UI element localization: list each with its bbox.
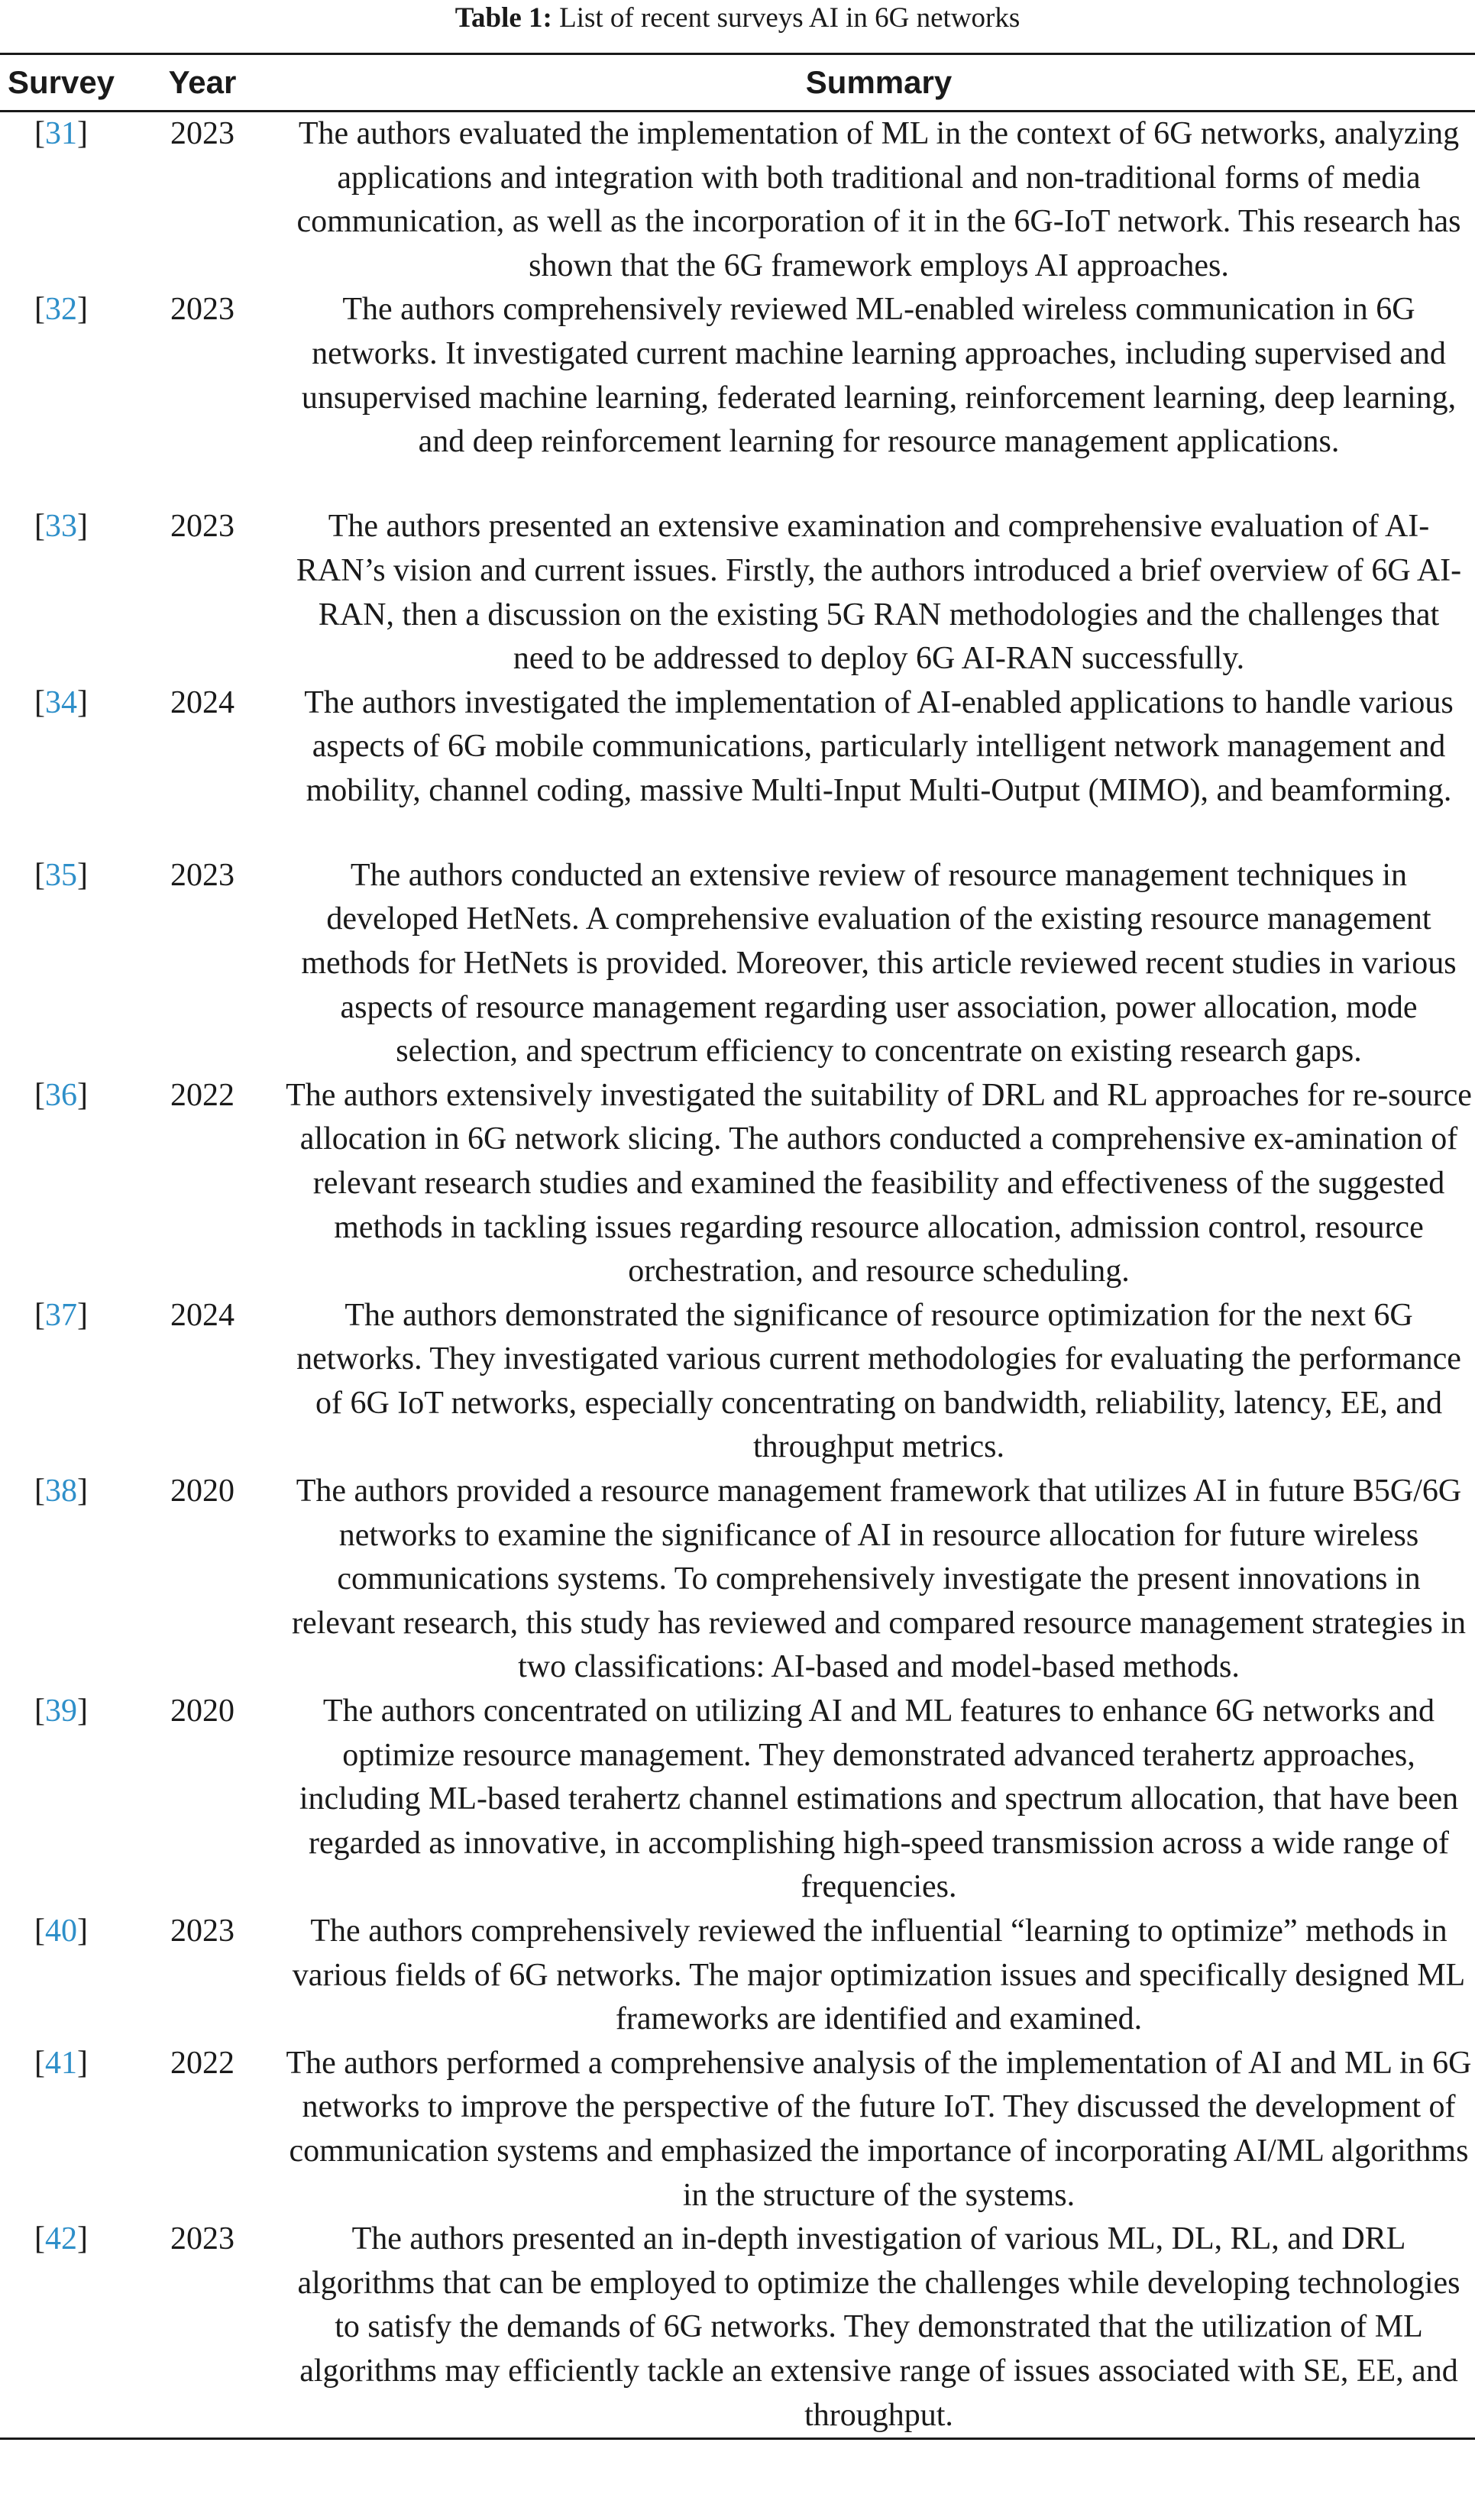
table-row <box>0 681 1475 854</box>
header-year: Year <box>122 54 283 112</box>
citation-link[interactable]: 33 <box>45 509 77 545</box>
year-cell: 2023 <box>170 292 235 328</box>
table-row <box>0 112 1475 289</box>
citation-link[interactable]: 40 <box>45 1913 77 1949</box>
summary-cell: The authors performed a comprehensive analysis of the implementation of AI and ML in 6G networks to improve the perspective of the future IoT. They discussed the development of communication systems and emphasized the importance of incorporating AI/ML algorithms in the structure of the systems. <box>286 2045 1472 2213</box>
summary-cell: The authors comprehensively reviewed the influential “learning to optimize” methods in various fields of 6G networks. The major optimization issues and specifically designed ML frameworks are identified and examined. <box>292 1913 1466 2037</box>
citation-link[interactable]: 39 <box>45 1693 77 1729</box>
year-cell: 2023 <box>170 509 235 545</box>
citation-link[interactable]: 36 <box>45 1077 77 1113</box>
summary-cell: The authors extensively investigated the suitability of DRL and RL approaches for re-source allocation in 6G network slicing. The authors conducted a comprehensive ex-amination of relevant research studies and examined the feasibility and effectiveness of the suggested methods in tackling issues regarding resource allocation, admission control, resource orchestration, and resource scheduling. <box>286 1077 1472 1289</box>
survey-cell: [40] <box>34 1913 88 1949</box>
table-row <box>0 1910 1475 2042</box>
survey-cell: [39] <box>34 1693 88 1729</box>
year-cell: 2020 <box>170 1474 235 1509</box>
citation-link[interactable]: 38 <box>45 1474 77 1509</box>
citation-link[interactable]: 41 <box>45 2045 77 2081</box>
summary-cell: The authors provided a resource management framework that utilizes AI in future B5G/6G networks to examine the significance of AI in resource allocation for future wireless communications systems. To comprehensively investigate the present innovations in relevant research, this study has reviewed and compared resource management strategies in two classifications: AI-based and model-based methods. <box>291 1474 1467 1685</box>
caption-label: Table 1: <box>454 2 552 34</box>
table-row <box>0 505 1475 681</box>
surveys-table <box>0 53 1475 2440</box>
summary-cell: The authors presented an in-depth investigation of various ML, DL, RL, and DRL algorithms that can be employed to optimize the challenges while developing technologies to satisfy the demands of 6G networks. They demonstrated that the utilization of ML algorithms may efficiently tackle an extensive range of issues associated with SE, EE, and throughput. <box>283 2218 1475 2438</box>
survey-cell: [32] <box>34 292 88 328</box>
summary-cell: The authors concentrated on utilizing AI and ML features to enhance 6G networks and optimize resource management. They demonstrated advanced terahertz approaches, including ML-based terahertz channel estimations and spectrum allocation, that have been regarded as innovative, in accomplishing high-speed transmission across a wide range of frequencies. <box>299 1693 1459 1905</box>
year-cell: 2022 <box>170 1077 235 1113</box>
survey-cell: [34] <box>34 684 88 720</box>
table-row <box>0 2042 1475 2218</box>
summary-cell: The authors conducted an extensive review of resource management techniques in developed HetNets. A comprehensive evaluation of the existing resource management methods for HetNets is provided. Moreover, this article reviewed recent studies in various aspects of resource management regarding user association, power allocation, mode selection, and spectrum efficiency to concentrate on existing research gaps. <box>301 857 1457 1069</box>
summary-cell: The authors presented an extensive examination and comprehensive evaluation of AI-RAN’s vision and current issues. Firstly, the authors introduced a brief overview of 6G AI-RAN, then a discussion on the existing 5G RAN methodologies and the challenges that need to be addressed to deploy 6G AI-RAN successfully. <box>296 509 1462 677</box>
year-cell: 2024 <box>170 684 235 720</box>
survey-cell: [38] <box>34 1474 88 1509</box>
survey-cell: [31] <box>34 116 88 151</box>
survey-cell: [36] <box>34 1077 88 1113</box>
citation-link[interactable]: 35 <box>45 857 77 893</box>
summary-cell: The authors investigated the implementation of AI-enabled applications to handle various aspects of 6G mobile communications, particularly intelligent network management and mobility, channel coding, massive Multi-Input Multi-Output (MIMO), and beamforming. <box>304 684 1454 808</box>
table-body <box>0 112 1475 2439</box>
survey-cell: [37] <box>34 1297 88 1333</box>
caption-text: List of recent surveys AI in 6G networks <box>559 2 1021 34</box>
citation-link[interactable]: 37 <box>45 1297 77 1333</box>
summary-cell: The authors comprehensively reviewed ML-enabled wireless communication in 6G networks. It investigated current machine learning approaches, including supervised and unsupervised machine learning, federated learning, reinforcement learning, deep learning, and deep reinforcement learning for resource management applications. <box>301 292 1457 460</box>
table-row <box>0 1470 1475 1690</box>
survey-cell: [42] <box>0 2218 122 2438</box>
survey-cell: [41] <box>34 2045 88 2081</box>
year-cell: 2023 <box>170 857 235 893</box>
citation-link[interactable]: 32 <box>45 292 77 328</box>
year-cell: 2022 <box>170 2045 235 2081</box>
table-row <box>0 1074 1475 1294</box>
header-survey: Survey <box>0 54 122 112</box>
header-row <box>0 54 1475 112</box>
survey-cell: [35] <box>34 857 88 893</box>
year-cell: 2020 <box>170 1693 235 1729</box>
year-cell: 2023 <box>170 116 235 151</box>
year-cell: 2023 <box>170 1913 235 1949</box>
table-row <box>0 1294 1475 1470</box>
citation-link[interactable]: 42 <box>45 2221 77 2257</box>
citation-link[interactable]: 31 <box>45 116 77 151</box>
summary-cell: The authors evaluated the implementation of ML in the context of 6G networks, analyzing applications and integration with both traditional and non-traditional forms of media communication, as well as the incorporation of it in the 6G-IoT network. This research has shown that the 6G framework employs AI approaches. <box>296 116 1461 283</box>
year-cell: 2024 <box>170 1297 235 1333</box>
year-cell: 2023 <box>122 2218 283 2438</box>
table-row <box>0 1690 1475 1910</box>
table-row <box>0 854 1475 1074</box>
summary-cell: The authors demonstrated the significance of resource optimization for the next 6G networks. They investigated various current methodologies for evaluating the performance of 6G IoT networks, especially concentrating on bandwidth, reliability, latency, EE, and throughput metrics. <box>296 1297 1461 1465</box>
citation-link[interactable]: 34 <box>45 684 77 720</box>
survey-cell: [33] <box>34 509 88 545</box>
table-row <box>0 2218 1475 2438</box>
table-caption <box>0 0 1475 37</box>
header-summary: Summary <box>283 54 1475 112</box>
table-row <box>0 288 1475 505</box>
